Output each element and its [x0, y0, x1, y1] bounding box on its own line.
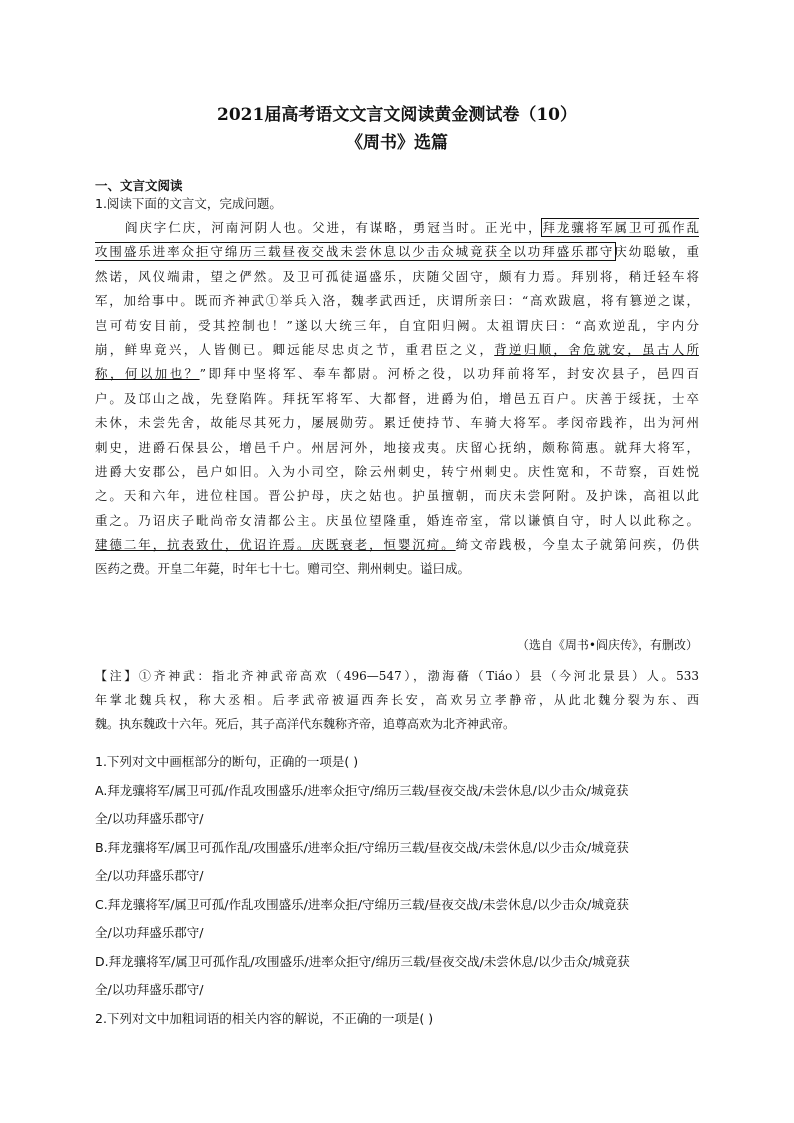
- classical-passage: [95, 216, 699, 582]
- passage-line: [95, 362, 699, 386]
- boxed-segment: 攻围盛乐进率众拒守绵历三载昼夜交战未尝休息以少击众城竟获全以功拜盛乐郡守: [95, 244, 615, 260]
- section-instruction: 1.阅读下面的文言文，完成问题。: [95, 196, 282, 211]
- page-title: 2021届高考语文文言文阅读黄金测试卷（10）: [217, 105, 577, 125]
- underlined-segment: 建德二年，抗表致仕，优诏许焉。庆既衰老，恒婴沉疴。: [95, 537, 456, 553]
- passage-text: 军，加给事中。既而齐神武①举兵入洛，魏孝武西迁，庆谓所亲曰：“高欢跋扈，将有篡逆之谋，: [95, 293, 699, 309]
- passage-text: 未休，未尝先舍，故能尽其死力，屡展勋劳。累迁使持节、车骑大将军。孝闵帝践祚，出为河州: [95, 415, 699, 431]
- passage-text: 户。及邙山之战，先登陷阵。拜抚军将军、大都督，进爵为伯，增邑五百户。庆善于绥抚，士卒: [95, 390, 699, 406]
- passage-text: 进爵大安郡公，邑户如旧。入为小司空，除云州刺史，转宁州刺史。庆性宽和，不苛察，百姓悦: [95, 463, 699, 479]
- passage-line: [95, 265, 699, 289]
- note-line: 【注】①齐神武：指北齐神武帝高欢（496—547），渤海蓨（Tiáo）县（今河北景县）人。533: [95, 669, 699, 683]
- passage-text: 绮文帝践极，今皇太子就第问疾，仍供: [455, 537, 699, 553]
- passage-line: [95, 436, 699, 460]
- passage-line: [95, 460, 699, 484]
- question-line: B.拜龙骧将军/属卫可孤作乱/攻围盛乐/进率众拒/守绵历三载/昼夜交战/未尝休息/以少击众/城竟获: [95, 839, 629, 855]
- question-line: 全/以功拜盛乐郡守/: [95, 811, 204, 826]
- question-line: 全/以功拜盛乐郡守/: [95, 868, 204, 883]
- boxed-segment: 拜龙骧将军属卫可孤作乱: [542, 220, 699, 235]
- question-line: D.拜龙骧将军/属卫可孤作乱/攻围盛乐/进率众拒守/绵历三载/昼夜交战/未尝休息/以少击众/城竟获: [95, 953, 630, 969]
- passage-line: [95, 484, 699, 508]
- passage-text: 重之。乃诏庆子毗尚帝女清都公主。庆虽位望隆重，婚连帝室，常以谦慎自守，时人以此称之。: [95, 512, 699, 528]
- question-line: 全/以功拜盛乐郡守/: [95, 925, 204, 940]
- passage-line: [95, 314, 699, 338]
- passage-line: [95, 411, 699, 435]
- passage-line: [95, 240, 699, 264]
- note-line: 魏。执东魏政十六年。死后，其子高洋代东魏称齐帝，追尊高欢为北齐神武帝。: [95, 717, 516, 731]
- passage-text: 刺史，进爵石保县公，增邑千户。州居河外，地接戎夷。庆留心抚纳，颇称简惠。就拜大将军，: [95, 439, 699, 455]
- section-heading: 一、文言文阅读: [95, 178, 183, 193]
- question-line: 全/以功拜盛乐郡守/: [95, 982, 204, 997]
- question-line: 2.下列对文中加粗词语的相关内容的解说，不正确的一项是( ): [95, 1010, 434, 1026]
- annotation-note: [95, 664, 699, 736]
- passage-text: 崩，鲜卑竟兴，人皆侧已。卿远能尽忠贞之节，重君臣之义，: [95, 341, 495, 357]
- passage-text: ”即拜中坚将军、奉车都尉。河桥之役，以功拜前将军，封安次县子，邑四百: [199, 366, 699, 382]
- passage-line: [95, 557, 699, 581]
- passage-text: 然诺，风仪端肃，望之俨然。及卫可孤徒逼盛乐，庆随父固守，颇有力焉。拜别将，稍迁轻车将: [95, 268, 699, 284]
- passage-text: 医药之费。开皇二年薨，时年七十七。赠司空、荆州刺史。谥曰成。: [95, 561, 471, 577]
- underlined-segment: 背逆归顺，舍危就安，虽古人所: [494, 341, 699, 357]
- question-line: A.拜龙骧将军/属卫可孤/作乱攻围盛乐/进率众拒守/绵历三载/昼夜交战/未尝休息/以少击众/城竟获: [95, 782, 629, 798]
- passage-line: [95, 533, 699, 557]
- passage-line: [95, 338, 699, 362]
- note-line: 年掌北魏兵权，称大丞相。后孝武帝被逼西奔长安，高欢另立孝静帝，从此北魏分裂为东、西: [95, 693, 699, 707]
- passage-line: [95, 216, 699, 240]
- passage-text: 阎庆字仁庆，河南河阴人也。父进，有谋略，勇冠当时。正光中，: [125, 220, 543, 235]
- passage-text: 庆幼聪敏，重: [614, 244, 699, 260]
- question-line: 1.下列对文中画框部分的断句，正确的一项是( ): [95, 754, 359, 769]
- question-block: [95, 748, 699, 1033]
- passage-line: [95, 387, 699, 411]
- passage-text: 之。天和六年，进位柱国。晋公护母，庆之姑也。护虽擅朝，而庆未尝阿附。及护诛，高祖以此: [95, 488, 699, 504]
- page-subtitle: 《周书》选篇: [346, 133, 448, 153]
- underlined-segment: 称，何以加也？: [95, 366, 200, 382]
- passage-line: [95, 289, 699, 313]
- passage-source: （选自《周书•阎庆传》，有删改）: [516, 638, 698, 652]
- question-line: C.拜龙骧将军/属卫可孤/作乱攻围盛乐/进率众拒/守绵历三载/昼夜交战/未尝休息/以少击众/城竟获: [95, 896, 629, 912]
- passage-line: [95, 509, 699, 533]
- passage-text: 岂可苟安目前，受其控制也！”遂以大统三年，自宜阳归阙。太祖谓庆曰：“高欢逆乱，宇内分: [95, 317, 699, 333]
